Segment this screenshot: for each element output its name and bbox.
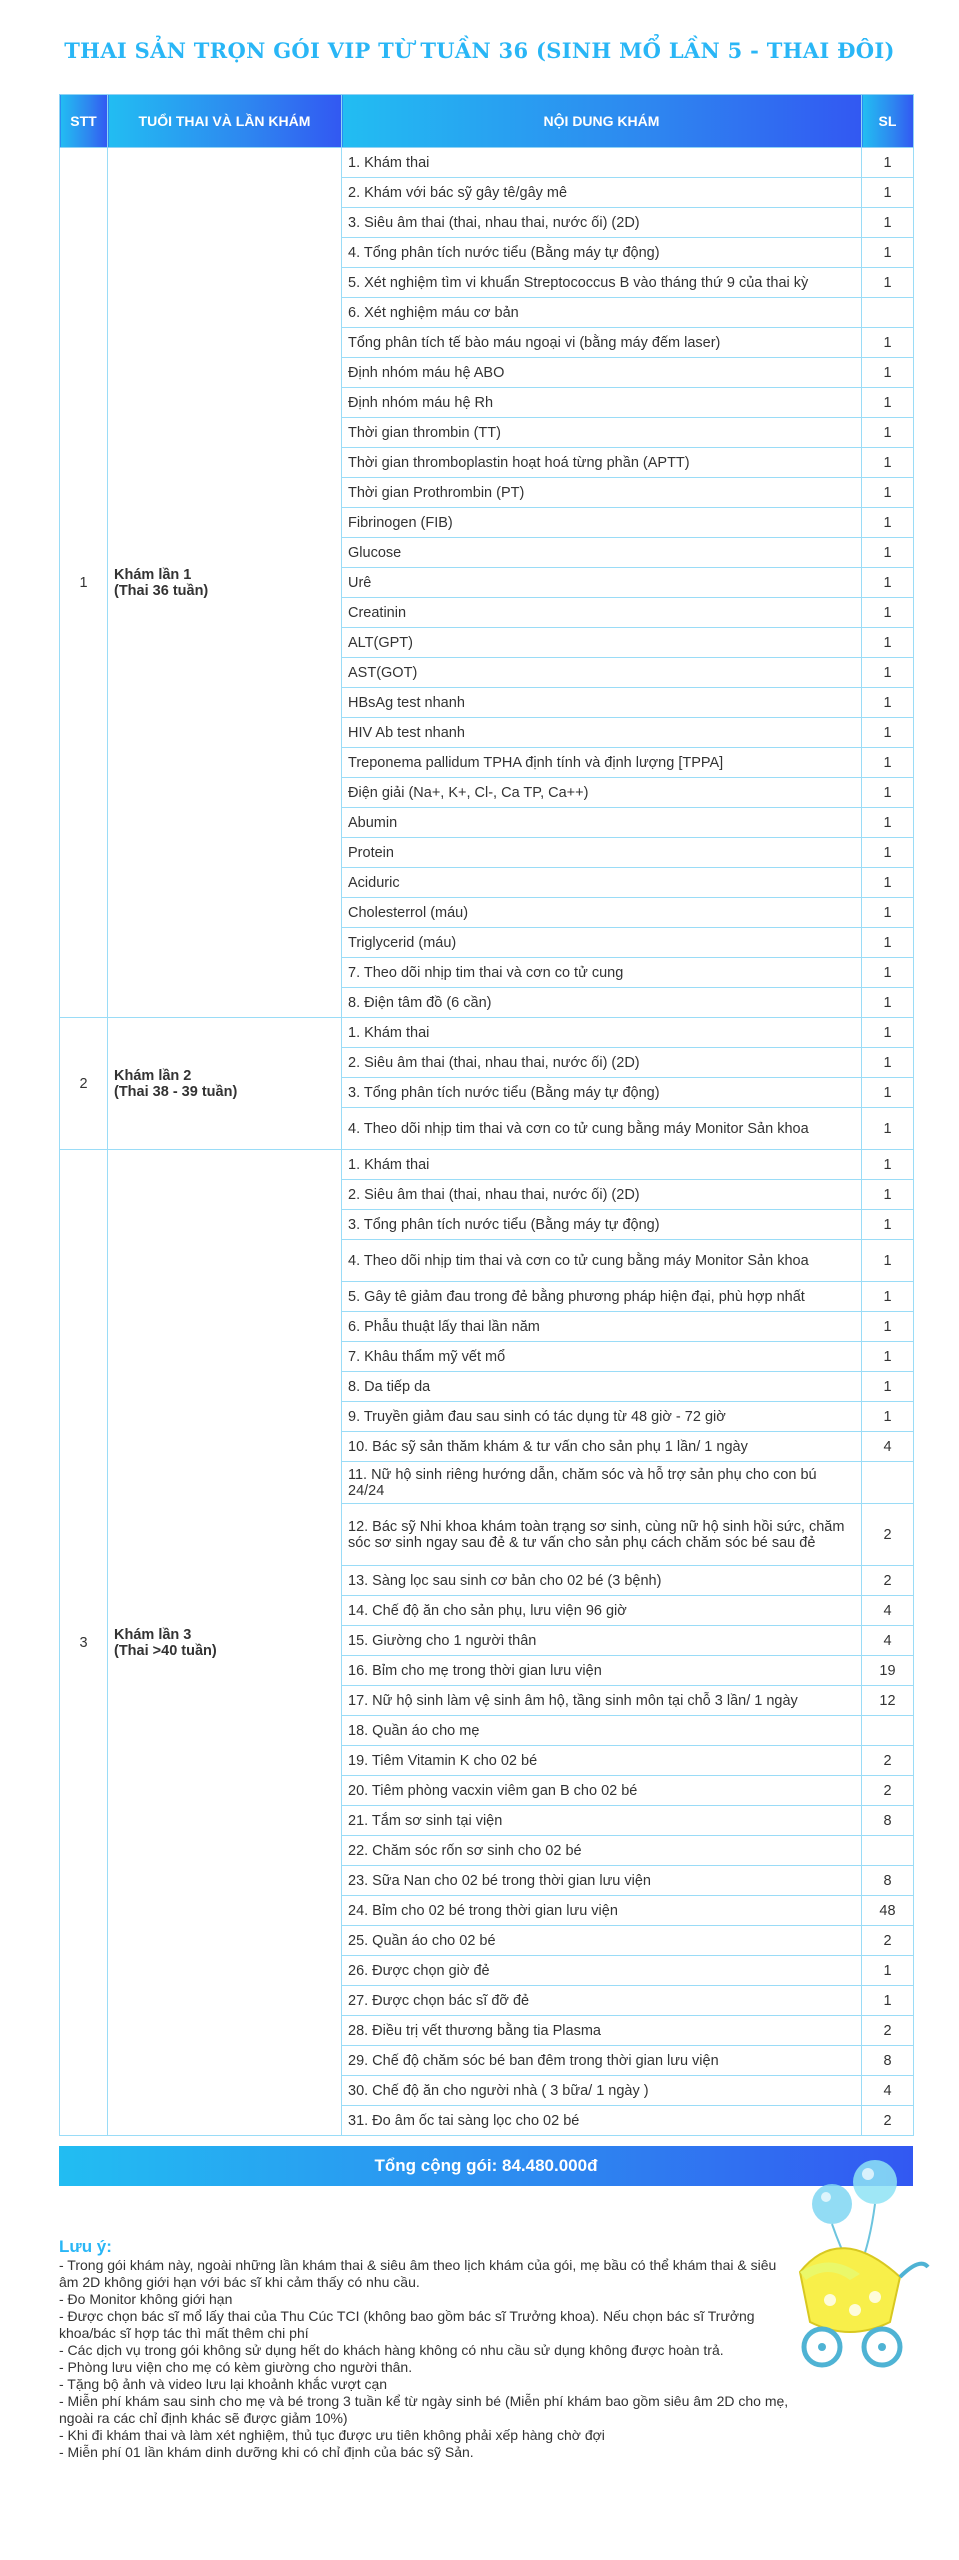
exam-item: 30. Chế độ ăn cho người nhà ( 3 bữa/ 1 ngày ) bbox=[342, 2076, 862, 2106]
header-stt: STT bbox=[60, 95, 108, 148]
exam-item: 23. Sữa Nan cho 02 bé trong thời gian lưu viện bbox=[342, 1866, 862, 1896]
exam-quantity: 1 bbox=[862, 328, 914, 358]
exam-quantity: 1 bbox=[862, 538, 914, 568]
exam-item: 5. Gây tê giảm đau trong đẻ bằng phương pháp hiện đại, phù hợp nhất bbox=[342, 1282, 862, 1312]
exam-quantity: 2 bbox=[862, 1776, 914, 1806]
exam-quantity: 1 bbox=[862, 388, 914, 418]
exam-quantity: 1 bbox=[862, 448, 914, 478]
exam-item: 10. Bác sỹ sản thăm khám & tư vấn cho sản phụ 1 lần/ 1 ngày bbox=[342, 1432, 862, 1462]
exam-item: Urê bbox=[342, 568, 862, 598]
exam-quantity: 1 bbox=[862, 1048, 914, 1078]
exam-item: Thời gian thromboplastin hoạt hoá từng phần (APTT) bbox=[342, 448, 862, 478]
exam-item: 2. Khám với bác sỹ gây tê/gây mê bbox=[342, 178, 862, 208]
exam-item: 21. Tắm sơ sinh tại viện bbox=[342, 1806, 862, 1836]
exam-quantity: 2 bbox=[862, 2106, 914, 2136]
note-line: - Miễn phí 01 lần khám dinh dưỡng khi có chỉ định của bác sỹ Sản. bbox=[59, 2444, 474, 2460]
exam-item: Cholesterrol (máu) bbox=[342, 898, 862, 928]
exam-quantity: 8 bbox=[862, 1866, 914, 1896]
exam-quantity: 1 bbox=[862, 838, 914, 868]
exam-item: Tổng phân tích tế bào máu ngoại vi (bằng máy đếm laser) bbox=[342, 328, 862, 358]
exam-quantity: 1 bbox=[862, 1282, 914, 1312]
exam-quantity: 1 bbox=[862, 1342, 914, 1372]
exam-item: 22. Chăm sóc rốn sơ sinh cho 02 bé bbox=[342, 1836, 862, 1866]
exam-quantity: 1 bbox=[862, 1956, 914, 1986]
exam-quantity bbox=[862, 1716, 914, 1746]
exam-quantity: 1 bbox=[862, 988, 914, 1018]
visit-number: 1 bbox=[60, 148, 108, 1018]
exam-item: 15. Giường cho 1 người thân bbox=[342, 1626, 862, 1656]
exam-item: Điện giải (Na+, K+, Cl-, Ca TP, Ca++) bbox=[342, 778, 862, 808]
exam-quantity: 1 bbox=[862, 268, 914, 298]
exam-item: 27. Được chọn bác sĩ đỡ đẻ bbox=[342, 1986, 862, 2016]
exam-item: 1. Khám thai bbox=[342, 1150, 862, 1180]
exam-quantity bbox=[862, 1836, 914, 1866]
visit-number: 3 bbox=[60, 1150, 108, 2136]
exam-quantity: 1 bbox=[862, 1312, 914, 1342]
total-price: Tổng cộng gói: 84.480.000đ bbox=[59, 2146, 913, 2186]
exam-quantity: 4 bbox=[862, 1596, 914, 1626]
header-content: NỘI DUNG KHÁM bbox=[342, 95, 862, 148]
note-line: - Miễn phí khám sau sinh cho mẹ và bé trong 3 tuần kể từ ngày sinh bé (Miễn phí khám bao gồm siêu âm 2D cho mẹ, ngoài ra các chỉ định khác sẽ được giảm 10%) bbox=[59, 2393, 789, 2426]
notes-title: Lưu ý: bbox=[59, 2237, 112, 2256]
baby-stroller-illustration bbox=[760, 2152, 940, 2382]
exam-item: 2. Siêu âm thai (thai, nhau thai, nước ối) (2D) bbox=[342, 1048, 862, 1078]
exam-quantity: 8 bbox=[862, 1806, 914, 1836]
table-row bbox=[60, 1018, 914, 1048]
exam-quantity: 1 bbox=[862, 898, 914, 928]
note-line: - Tặng bộ ảnh và video lưu lại khoảnh khắc vượt cạn bbox=[59, 2376, 388, 2392]
exam-item: 17. Nữ hộ sinh làm vệ sinh âm hộ, tầng sinh môn tại chỗ 3 lần/ 1 ngày bbox=[342, 1686, 862, 1716]
exam-item: Thời gian Prothrombin (PT) bbox=[342, 478, 862, 508]
note-line: - Phòng lưu viện cho mẹ có kèm giường cho người thân. bbox=[59, 2359, 413, 2375]
exam-quantity: 1 bbox=[862, 778, 914, 808]
exam-item: Triglycerid (máu) bbox=[342, 928, 862, 958]
exam-quantity: 1 bbox=[862, 688, 914, 718]
exam-item: AST(GOT) bbox=[342, 658, 862, 688]
exam-quantity: 1 bbox=[862, 238, 914, 268]
exam-quantity: 1 bbox=[862, 808, 914, 838]
exam-item: 8. Da tiếp da bbox=[342, 1372, 862, 1402]
exam-quantity: 1 bbox=[862, 478, 914, 508]
exam-quantity: 2 bbox=[862, 1926, 914, 1956]
exam-item: 3. Tổng phân tích nước tiểu (Bằng máy tự động) bbox=[342, 1210, 862, 1240]
exam-quantity: 8 bbox=[862, 2046, 914, 2076]
exam-quantity: 2 bbox=[862, 2016, 914, 2046]
exam-item: 8. Điện tâm đồ (6 cần) bbox=[342, 988, 862, 1018]
exam-item: HBsAg test nhanh bbox=[342, 688, 862, 718]
exam-item: Aciduric bbox=[342, 868, 862, 898]
visit-label: Khám lần 2 (Thai 38 - 39 tuần) bbox=[108, 1018, 342, 1150]
exam-item: 7. Theo dõi nhịp tim thai và cơn co tử cung bbox=[342, 958, 862, 988]
exam-quantity: 2 bbox=[862, 1566, 914, 1596]
header-visit: TUỔI THAI VÀ LẦN KHÁM bbox=[108, 95, 342, 148]
exam-quantity: 1 bbox=[862, 358, 914, 388]
exam-item: HIV Ab test nhanh bbox=[342, 718, 862, 748]
exam-item: 4. Theo dõi nhịp tim thai và cơn co tử cung bằng máy Monitor Sản khoa bbox=[342, 1108, 862, 1150]
exam-item: 11. Nữ hộ sinh riêng hướng dẫn, chăm sóc và hỗ trợ sản phụ cho con bú 24/24 bbox=[342, 1462, 862, 1504]
exam-quantity: 1 bbox=[862, 598, 914, 628]
exam-item: 31. Đo âm ốc tai sàng lọc cho 02 bé bbox=[342, 2106, 862, 2136]
exam-item: 7. Khâu thẩm mỹ vết mổ bbox=[342, 1342, 862, 1372]
exam-quantity: 1 bbox=[862, 1986, 914, 2016]
exam-item: Creatinin bbox=[342, 598, 862, 628]
exam-item: 12. Bác sỹ Nhi khoa khám toàn trạng sơ sinh, cùng nữ hộ sinh hồi sức, chăm sóc sơ sinh ngay sau đẻ & tư vấn cho sản phụ cách chăm sóc bé sau đẻ bbox=[342, 1504, 862, 1566]
exam-quantity: 19 bbox=[862, 1656, 914, 1686]
exam-quantity: 1 bbox=[862, 418, 914, 448]
exam-quantity: 48 bbox=[862, 1896, 914, 1926]
exam-quantity: 1 bbox=[862, 178, 914, 208]
exam-quantity: 2 bbox=[862, 1504, 914, 1566]
exam-item: 29. Chế độ chăm sóc bé ban đêm trong thời gian lưu viện bbox=[342, 2046, 862, 2076]
exam-item: 24. Bỉm cho 02 bé trong thời gian lưu viện bbox=[342, 1896, 862, 1926]
exam-item: Định nhóm máu hệ ABO bbox=[342, 358, 862, 388]
visit-label: Khám lần 1 (Thai 36 tuần) bbox=[108, 148, 342, 1018]
exam-item: Định nhóm máu hệ Rh bbox=[342, 388, 862, 418]
exam-item: 14. Chế độ ăn cho sản phụ, lưu viện 96 giờ bbox=[342, 1596, 862, 1626]
exam-quantity: 12 bbox=[862, 1686, 914, 1716]
exam-item: 4. Theo dõi nhịp tim thai và cơn co tử cung bằng máy Monitor Sản khoa bbox=[342, 1240, 862, 1282]
exam-quantity: 1 bbox=[862, 1180, 914, 1210]
exam-quantity: 4 bbox=[862, 1432, 914, 1462]
header-qty: SL bbox=[862, 95, 914, 148]
exam-quantity: 1 bbox=[862, 1402, 914, 1432]
exam-quantity: 4 bbox=[862, 1626, 914, 1656]
visit-label: Khám lần 3 (Thai >40 tuần) bbox=[108, 1150, 342, 2136]
exam-quantity: 1 bbox=[862, 718, 914, 748]
table-row bbox=[60, 148, 914, 178]
exam-item: Fibrinogen (FIB) bbox=[342, 508, 862, 538]
exam-quantity: 1 bbox=[862, 1210, 914, 1240]
exam-item: 16. Bỉm cho mẹ trong thời gian lưu viện bbox=[342, 1656, 862, 1686]
exam-quantity: 1 bbox=[862, 508, 914, 538]
exam-item: Glucose bbox=[342, 538, 862, 568]
exam-item: 1. Khám thai bbox=[342, 148, 862, 178]
exam-quantity: 1 bbox=[862, 1078, 914, 1108]
package-table bbox=[59, 94, 914, 2136]
notes-section bbox=[59, 2238, 799, 2461]
exam-quantity: 2 bbox=[862, 1746, 914, 1776]
page-title: THAI SẢN TRỌN GÓI VIP TỪ TUẦN 36 (SINH MỔ LẦN 5 - THAI ĐÔI) bbox=[64, 38, 895, 63]
exam-quantity bbox=[862, 1462, 914, 1504]
exam-quantity: 1 bbox=[862, 1018, 914, 1048]
exam-item: 28. Điều trị vết thương bằng tia Plasma bbox=[342, 2016, 862, 2046]
exam-item: 3. Tổng phân tích nước tiểu (Bằng máy tự động) bbox=[342, 1078, 862, 1108]
exam-quantity: 1 bbox=[862, 1108, 914, 1150]
note-line: - Khi đi khám thai và làm xét nghiệm, thủ tục được ưu tiên không phải xếp hàng chờ đợi bbox=[59, 2427, 605, 2443]
table-row bbox=[60, 1150, 914, 1180]
note-line: - Đo Monitor không giới hạn bbox=[59, 2291, 233, 2307]
note-line: - Các dịch vụ trong gói không sử dụng hết do khách hàng không có nhu cầu sử dụng không được hoàn trả. bbox=[59, 2342, 724, 2358]
exam-item: ALT(GPT) bbox=[342, 628, 862, 658]
exam-quantity: 1 bbox=[862, 148, 914, 178]
exam-quantity bbox=[862, 298, 914, 328]
exam-quantity: 4 bbox=[862, 2076, 914, 2106]
exam-item: 6. Phẫu thuật lấy thai lần năm bbox=[342, 1312, 862, 1342]
exam-item: Protein bbox=[342, 838, 862, 868]
table-header-row bbox=[60, 95, 914, 148]
exam-item: 18. Quần áo cho mẹ bbox=[342, 1716, 862, 1746]
exam-item: 3. Siêu âm thai (thai, nhau thai, nước ối) (2D) bbox=[342, 208, 862, 238]
exam-quantity: 1 bbox=[862, 928, 914, 958]
exam-item: 4. Tổng phân tích nước tiểu (Bằng máy tự động) bbox=[342, 238, 862, 268]
exam-item: 1. Khám thai bbox=[342, 1018, 862, 1048]
exam-item: 9. Truyền giảm đau sau sinh có tác dụng từ 48 giờ - 72 giờ bbox=[342, 1402, 862, 1432]
exam-item: 19. Tiêm Vitamin K cho 02 bé bbox=[342, 1746, 862, 1776]
exam-quantity: 1 bbox=[862, 658, 914, 688]
exam-item: Treponema pallidum TPHA định tính và định lượng [TPPA] bbox=[342, 748, 862, 778]
exam-quantity: 1 bbox=[862, 868, 914, 898]
exam-quantity: 1 bbox=[862, 1372, 914, 1402]
exam-item: 5. Xét nghiệm tìm vi khuẩn Streptococcus B vào tháng thứ 9 của thai kỳ bbox=[342, 268, 862, 298]
note-line: - Trong gói khám này, ngoài những lần khám thai & siêu âm theo lịch khám của gói, mẹ bầu có thể khám thai & siêu âm 2D không giới hạn với bác sĩ khi cảm thấy có nhu cầu. bbox=[59, 2257, 777, 2290]
exam-item: Thời gian thrombin (TT) bbox=[342, 418, 862, 448]
exam-item: 20. Tiêm phòng vacxin viêm gan B cho 02 bé bbox=[342, 1776, 862, 1806]
note-line: - Được chọn bác sĩ mổ lấy thai của Thu Cúc TCI (không bao gồm bác sĩ Trưởng khoa). Nếu chọn bác sĩ Trưởng khoa/bác sĩ hợp tác thì mất thêm chi phí bbox=[59, 2308, 755, 2341]
exam-item: Abumin bbox=[342, 808, 862, 838]
exam-item: 13. Sàng lọc sau sinh cơ bản cho 02 bé (3 bệnh) bbox=[342, 1566, 862, 1596]
exam-quantity: 1 bbox=[862, 628, 914, 658]
exam-quantity: 1 bbox=[862, 568, 914, 598]
exam-item: 26. Được chọn giờ đẻ bbox=[342, 1956, 862, 1986]
visit-number: 2 bbox=[60, 1018, 108, 1150]
exam-quantity: 1 bbox=[862, 958, 914, 988]
exam-item: 2. Siêu âm thai (thai, nhau thai, nước ối) (2D) bbox=[342, 1180, 862, 1210]
exam-item: 6. Xét nghiệm máu cơ bản bbox=[342, 298, 862, 328]
exam-quantity: 1 bbox=[862, 208, 914, 238]
exam-quantity: 1 bbox=[862, 748, 914, 778]
exam-quantity: 1 bbox=[862, 1240, 914, 1282]
exam-quantity: 1 bbox=[862, 1150, 914, 1180]
exam-item: 25. Quần áo cho 02 bé bbox=[342, 1926, 862, 1956]
